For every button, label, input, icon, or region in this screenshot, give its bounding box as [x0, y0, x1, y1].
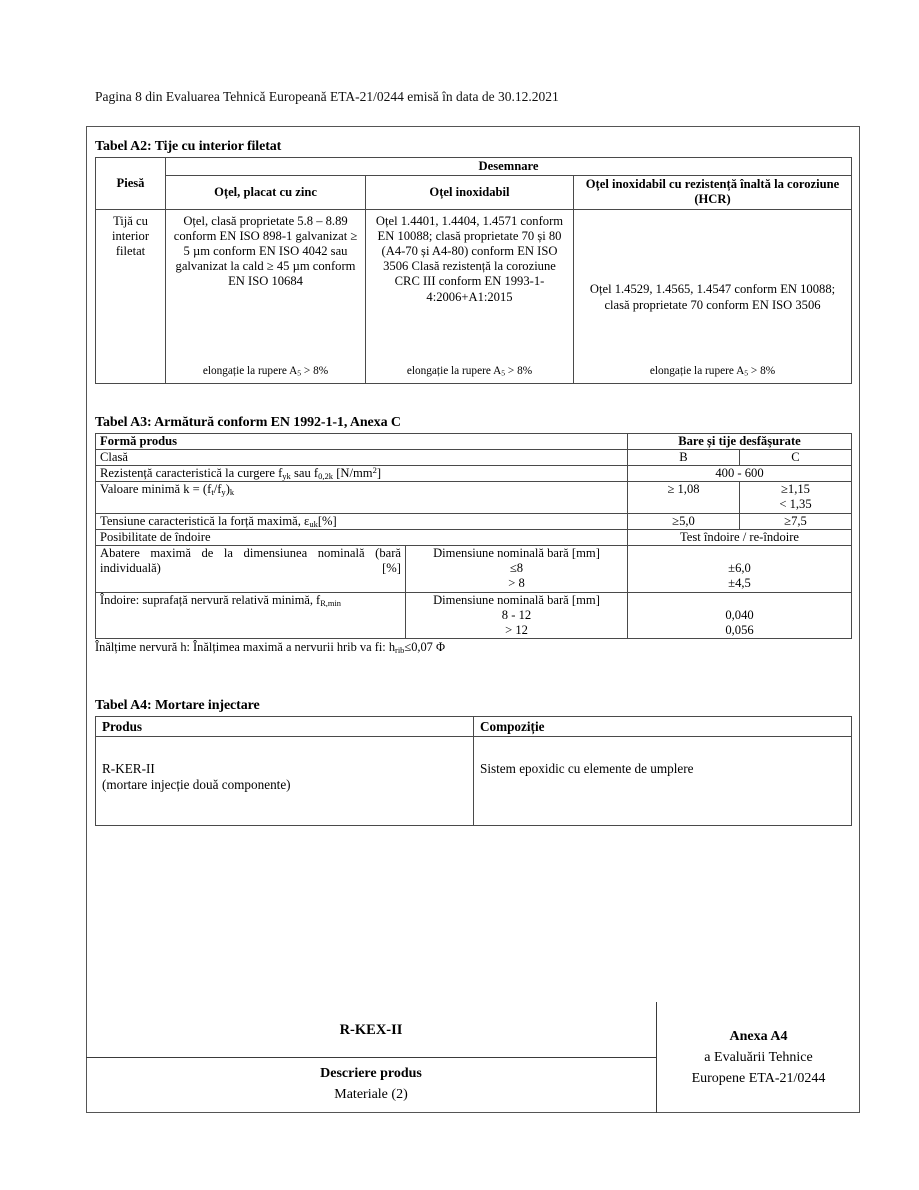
table-a2-col-inox: Oțel inoxidabil: [366, 176, 574, 209]
table-a4-compozitie-text: Sistem epoxidic cu elemente de umplere: [480, 761, 694, 777]
table-row: [96, 592, 852, 639]
elongation-note-zinc: elongație la rupere $A_5 > 8\%$: [202, 365, 329, 379]
table-a4: [95, 716, 852, 826]
table-row: [96, 433, 852, 449]
table-row: [96, 466, 852, 482]
table-a3-abatere-dim: [406, 546, 628, 593]
table-a3-wrapper: [95, 414, 851, 656]
footer-description-cell: [86, 1058, 656, 1113]
table-a4-header-compozitie: Compoziție: [474, 717, 852, 737]
footer-annex-line3: Europene ETA-21/0244: [691, 1070, 826, 1086]
footer-annex-line2: a Evaluării Tehnice: [704, 1049, 813, 1065]
table-a2-header-piesa: Piesă: [96, 158, 166, 210]
table-a3-abatere-label: Abatere maximă de la dimensiunea nominală (bară individuală) [%]: [96, 546, 406, 593]
table-a3-posibilitate-label: Posibilitate de îndoire: [96, 529, 628, 545]
table-row: [96, 513, 852, 529]
table-a3-forma-label: Formă produs: [96, 433, 628, 449]
table-row: [96, 176, 852, 209]
table-a3-indoire-val-2: 0,056: [725, 623, 754, 638]
table-a2-col-zinc: Oțel, placat cu zinc: [166, 176, 366, 209]
table-a3-valoare-c2: < 1,35: [779, 497, 812, 512]
table-a2-title: Tabel A2: Tije cu interior filetat: [95, 139, 282, 154]
table-a3-abatere-val-2: ±4,5: [728, 576, 751, 591]
table-a3-tensiune-c: ≥7,5: [740, 513, 852, 529]
elongation-note-hcr: elongație la rupere $A_5 > 8\%$: [649, 365, 776, 379]
footer-product-name: R-KEX-II: [339, 1021, 403, 1038]
table-a2-row-label: [96, 209, 166, 383]
table-a4-produs-line2: (mortare injecție două componente): [102, 776, 291, 792]
table-row: [96, 209, 852, 383]
table-a3-clasa-label: Clasă: [96, 449, 628, 465]
table-a4-produs-line1: R-KER-II: [102, 761, 155, 777]
table-a2-cell-zinc-text: Oțel, clasă proprietate 5.8 – 8.89 conform EN ISO 898-1 galvanizat ≥ 5 µm conform EN ISO 4042 sau galvanizat la cald ≥ 45 µm conform EN ISO 10684: [173, 213, 358, 289]
table-a4-wrapper: [95, 697, 851, 826]
elongation-note-inox: elongație la rupere $A_5 > 8\%$: [406, 365, 533, 379]
footer-description-title: Descriere produs: [320, 1066, 422, 1081]
table-a3-indoire-dim-2: > 12: [505, 623, 528, 638]
table-a3-rezistenta-label: Rezistență caracteristică la curgere $f_{yk}$ sau $f_{0,2k}$ $[N/mm^2]$: [96, 466, 628, 482]
table-a3: [95, 433, 852, 640]
table-a4-cell-produs: [96, 737, 474, 826]
table-a2-header-desemnare: Desemnare: [166, 158, 852, 176]
table-a3-valoare-label: Valoare minimă $k = (f_t/f_y)_k$: [96, 482, 628, 513]
table-a4-cell-compozitie: [474, 737, 852, 826]
table-row: [96, 529, 852, 545]
table-row: [96, 737, 852, 826]
table-row: [96, 717, 852, 737]
page-header-line: Pagina 8 din Evaluarea Tehnică Europeană ETA-21/0244 emisă în data de 30.12.2021: [95, 89, 559, 104]
table-a3-abatere-dim-header: Dimensiune nominală bară [mm]: [433, 546, 600, 561]
table-a2-row-label-text: Tijă cu interior filetat: [111, 213, 150, 259]
table-a2-cell-inox: [366, 209, 574, 383]
table-a2-cell-inox-text: Oțel 1.4401, 1.4404, 1.4571 conform EN 10088; clasă proprietate 70 și 80 (A4-70 și A4-80) conform EN ISO 3506 Clasă rezistență la coroziune CRC III conform EN 1993-1-4:2006+A1:2015: [375, 213, 564, 304]
table-a3-abatere-dim-2: > 8: [508, 576, 525, 591]
table-a3-indoire-dim-header: Dimensiune nominală bară [mm]: [433, 592, 600, 607]
table-a3-rezistenta-value: 400 - 600: [628, 466, 852, 482]
table-a3-indoire-values: [628, 592, 852, 639]
table-a2-cell-hcr: [574, 209, 852, 383]
table-a3-note: Înălțime nervură h: Înălțimea maximă a nervurii hrib va fi: $h_{rib}\le 0,07$ Φ: [95, 640, 446, 656]
table-a4-title: Tabel A4: Mortare injectare: [95, 698, 260, 714]
footer-annex-cell: [657, 1002, 860, 1113]
table-a3-indoire-dim: [406, 592, 628, 639]
table-a3-title: Tabel A3: Armătură conform EN 1992-1-1, Anexa C: [95, 414, 401, 430]
table-row: [96, 546, 852, 593]
footer-description-sub: Materiale (2): [334, 1087, 408, 1102]
table-a2-cell-hcr-text: Oțel 1.4529, 1.4565, 1.4547 conform EN 10088; clasă proprietate 70 conform EN ISO 3506: [589, 282, 836, 312]
table-a3-valoare-c1: ≥1,15: [781, 482, 810, 497]
table-a3-posibilitate-value: Test îndoire / re-îndoire: [628, 529, 852, 545]
table-a3-clasa-b: B: [628, 449, 740, 465]
table-row: [96, 449, 852, 465]
table-a3-tensiune-label: Tensiune caracteristică la forță maximă, $\varepsilon_{uk}[\%]$: [96, 513, 628, 529]
table-a2-cell-zinc: [166, 209, 366, 383]
table-a2: [95, 157, 852, 384]
footer-left-section: [86, 1002, 657, 1113]
table-a3-valoare-b: ≥ 1,08: [628, 482, 740, 513]
table-a3-indoire-dim-1: 8 - 12: [501, 607, 532, 622]
table-row: [96, 158, 852, 176]
table-a3-abatere-values: [628, 546, 852, 593]
footer-product-cell: [86, 1002, 656, 1058]
table-a3-abatere-dim-1: ≤8: [509, 561, 524, 576]
table-a3-tensiune-b: ≥5,0: [628, 513, 740, 529]
page-footer: [86, 1002, 860, 1113]
table-a3-indoire-label: Îndoire: suprafață nervură relativă minimă, $f_{R,min}$: [96, 592, 406, 639]
table-a3-abatere-val-1: ±6,0: [728, 561, 751, 576]
table-a3-valoare-c: [740, 482, 852, 513]
table-a3-indoire-val-1: 0,040: [725, 607, 754, 622]
footer-annex-title: Anexa A4: [729, 1028, 788, 1044]
table-a3-forma-value: Bare și tije desfăşurate: [628, 433, 852, 449]
table-a2-col-hcr: Oțel inoxidabil cu rezistență înaltă la coroziune (HCR): [574, 176, 852, 209]
table-a4-header-produs: Produs: [96, 717, 474, 737]
document-content: [95, 138, 851, 826]
table-a3-clasa-c: C: [740, 449, 852, 465]
table-row: [96, 482, 852, 513]
